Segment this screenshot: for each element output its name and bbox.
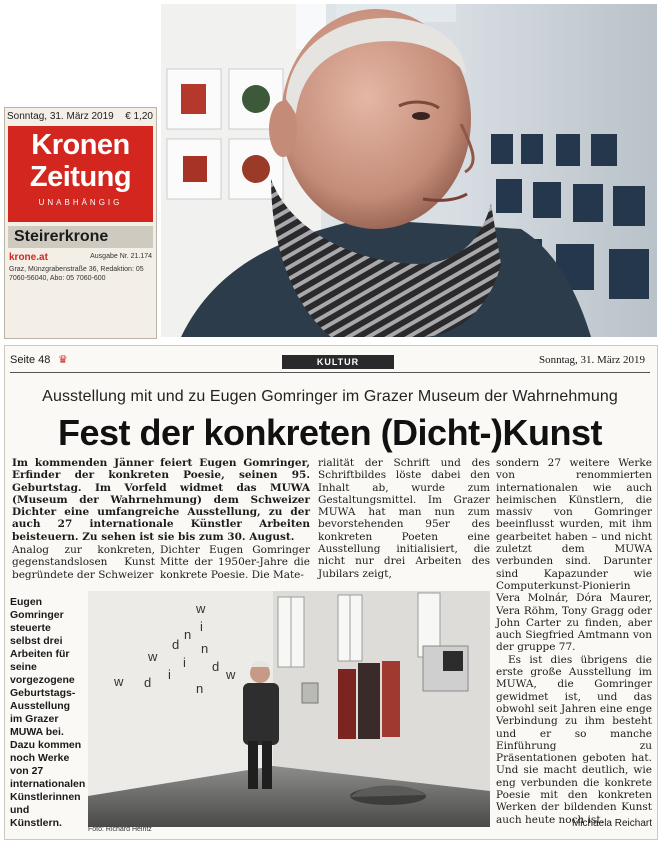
article-lead: Im kommenden Jänner feiert Eugen Gomringer, Erfinder der konkreten Poesie, seinen 95. Geburtstag. Im Vorfeld widmet das MUWA (Museum der Wahrnehmung) dem Schweizer Dichter eine umfangreiche Ausstellung, zu der auch 27 internationale Künstler Arbeiten beisteuern. Zu sehen ist sie bis zum 30. August. <box>12 457 310 543</box>
wall-letter: i <box>183 655 186 670</box>
photo-credit: Foto: Richard Heintz <box>88 826 152 833</box>
wall-letter: n <box>201 641 209 656</box>
article-headline: Fest der konkreten (Dicht-)Kunst <box>57 412 603 453</box>
wall-letter: n <box>184 627 192 642</box>
masthead-title-line1: Kronen <box>31 129 130 161</box>
masthead-issue: Ausgabe Nr. 21.174 <box>90 253 152 260</box>
article-column-4 <box>496 457 652 826</box>
header-rule <box>10 372 650 373</box>
portrait-illustration <box>161 4 657 337</box>
portrait-photo <box>161 4 657 337</box>
ressort-label: KULTUR <box>316 357 360 367</box>
wall-letter: d <box>172 637 180 652</box>
header-date: Sonntag, 31. März 2019 <box>538 354 645 366</box>
photo-caption: Eugen Gomringer steuerte selbst drei Arbeiten für seine vorgezogene Geburtstags-Ausstellung im Grazer MUWA bei. Dazu kommen noch Werke von 27 internationalen Künstlerinnen und Künstlern. <box>10 596 86 829</box>
crown-icon: ♛ <box>58 353 68 366</box>
wall-letter: d <box>212 659 220 674</box>
article-kicker: Ausstellung mit und zu Eugen Gomringer im Grazer Museum der Wahrnehmung <box>42 388 618 405</box>
page-number: Seite 48 <box>10 354 51 366</box>
article-author: Michaela Reichart <box>571 818 652 829</box>
masthead-date: Sonntag, 31. März 2019 <box>7 111 114 122</box>
masthead-url: krone.at <box>9 252 48 263</box>
article-column-1: Analog zur konkreten, gegenstandslosen Kunst begründete der Schweizer <box>12 544 155 581</box>
newspaper-masthead <box>4 107 157 339</box>
masthead-title-line2: Zeitung <box>29 161 132 193</box>
masthead-price: € 1,20 <box>125 111 153 122</box>
wall-letter: w <box>226 667 236 682</box>
masthead-regional-edition: Steirerkrone <box>8 226 153 248</box>
wall-letter: w <box>196 601 206 616</box>
exhibition-illustration <box>88 591 490 827</box>
article-paragraph-2: Es ist dies übrigens die erste große Ausstellung im MUWA, die Gomringer gewidmet ist, und das obwohl seit Jahren eine enge Verbindung zu ihm besteht und er so manche Einführung zu Präsentationen geboten hat. Und sie macht deutlich, wie eng verbunden die konkrete Poesie mit den konkreten Werken der bildenden Kunst auch heute noch ist. <box>496 653 652 826</box>
wall-letter: i <box>200 619 203 634</box>
exhibition-photo <box>88 591 490 827</box>
wall-letter: n <box>196 681 204 696</box>
wall-letter: w <box>114 674 124 689</box>
article-column-3: rialität der Schrift und des Schriftbildes löste dabei den Inhalt ab, wurde zum Gestaltungsmittel. Im Grazer MUWA hat man nun zum bevorstehenden 95er des konkreten Poeten eine Ausstellung initialisiert, die nicht nur drei Arbeiten des Jubilars zeigt, <box>318 457 490 580</box>
masthead-subtitle: UNABHÄNGIG <box>38 198 123 207</box>
masthead-address: Graz, Münzgrabenstraße 36, Redaktion: 05 7060-56040, Abo: 05 7060-600 <box>9 266 144 282</box>
article-paragraph-1: sondern 27 weitere Werke von renommierten internationalen wie auch heimischen Künstlern, die massiv von Gomringer beeinflusst wurden, mit ihm gearbeitet haben – und nicht zuletzt dem MUWA verbunden sind. Darunter sind Kapazunder wie Computerkunst-Pionierin Vera Molnár, Dóra Maurer, Vera Röhm, Tony Gragg oder John Carter zu finden, aber auch Siegfried Amtmann von der gruppe 77. <box>496 457 652 654</box>
masthead-logo-block <box>8 126 153 222</box>
wall-letter: i <box>168 667 171 682</box>
wall-letter: d <box>144 675 152 690</box>
article-column-2: Dichter Eugen Gomringer Mitte der 1950er-Jahre die konkrete Poesie. Die Mate- <box>160 544 310 581</box>
wall-letter: w <box>148 649 158 664</box>
